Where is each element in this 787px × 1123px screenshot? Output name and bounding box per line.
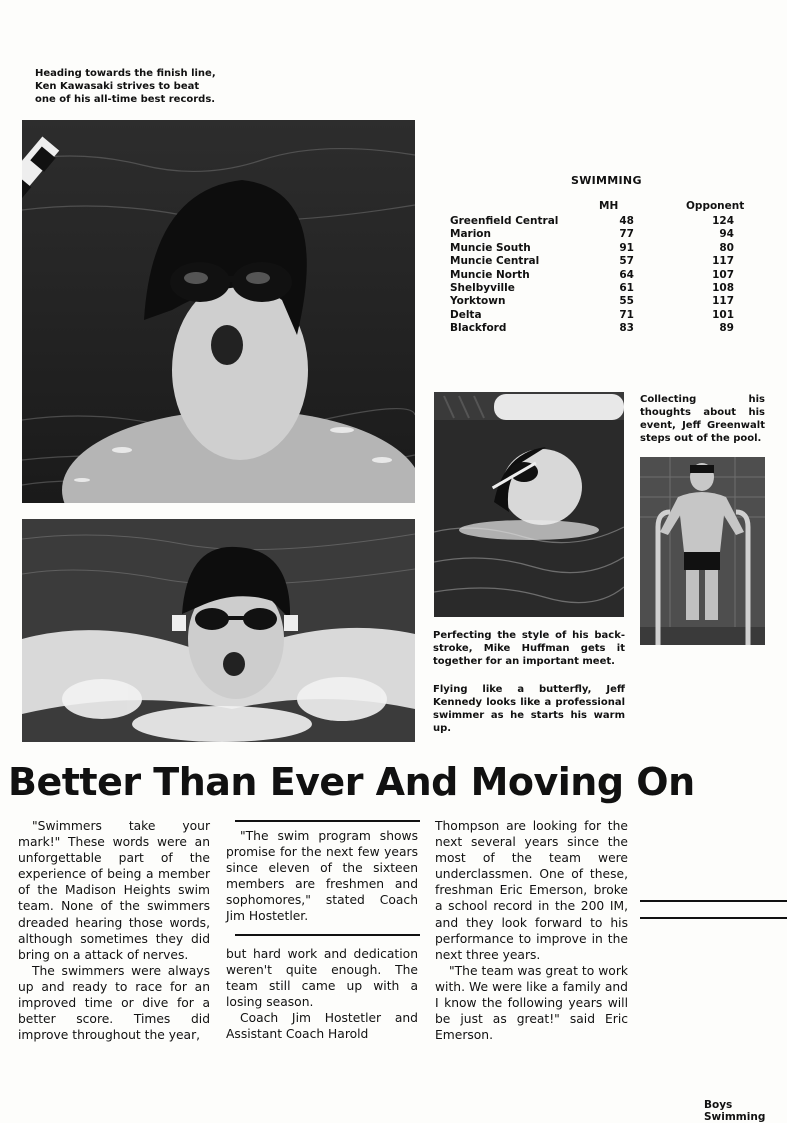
table-row: [450, 228, 770, 241]
team-name: Delta: [450, 308, 482, 321]
team-name: Marion: [450, 228, 492, 241]
table-row: [450, 215, 770, 228]
caption-greenwalt: Collecting his thoughts about his event, Jeff Greenwalt steps out of the pool.: [640, 394, 765, 444]
opponent-score: 117: [712, 255, 734, 268]
scoreboard-rows: [450, 215, 770, 345]
mh-score: 61: [619, 282, 634, 294]
team-name: Greenfield Central: [450, 215, 559, 227]
divider: [640, 917, 787, 919]
divider: [640, 900, 787, 902]
table-row: [450, 269, 770, 282]
opponent-score: 89: [719, 322, 734, 335]
team-name: Blackford: [450, 322, 507, 335]
team-name: Yorktown: [450, 295, 506, 308]
photo-kennedy: [22, 519, 415, 742]
mh-score: 57: [619, 255, 634, 268]
article-column-2: [226, 828, 418, 925]
photo-huffman: [434, 392, 624, 617]
team-name: Muncie North: [450, 268, 530, 281]
article-paragraph: Coach Jim Hostetler and Assistant Coach Harold: [226, 1011, 418, 1042]
table-row: [450, 255, 770, 268]
opponent-score: 107: [712, 268, 734, 281]
photo-kawasaki: [22, 120, 415, 503]
table-row: [450, 282, 770, 295]
team-name: Muncie Central: [450, 255, 540, 268]
coach-quote: "The swim program shows promise for the next few years since eleven of the sixteen members are freshmen and sophomores," stated Coach Jim Hostetler.: [226, 829, 418, 924]
article-paragraph: but hard work and dedication weren't quite enough. The team still came up with a losing season.: [226, 947, 418, 1010]
article-column-3: [435, 818, 628, 1043]
opponent-score: 108: [712, 282, 734, 294]
article-paragraph: "The team was great to work with. We were like a family and I know the following years will be just as great!" said Eric Emerson.: [435, 963, 628, 1043]
photo-greenwalt: [640, 457, 765, 645]
article-column-1: [18, 818, 210, 1043]
mh-score: 83: [619, 322, 634, 335]
article-paragraph: The swimmers were always up and ready to race for an improved time or dive for a better score. Times did improve throughout the year,: [18, 963, 210, 1043]
caption-kennedy: Flying like a butterfly, Jeff Kennedy looks like a professional swimmer as he starts his warm up.: [433, 684, 625, 734]
mh-score: 55: [619, 295, 634, 308]
mh-score: 77: [619, 228, 634, 241]
team-name: Muncie South: [450, 241, 531, 254]
scoreboard-header-mh: MH: [599, 200, 619, 212]
section-footer: Boys Swimming: [704, 1099, 766, 1123]
caption-kawasaki: Heading towards the finish line, Ken Kawasaki strives to beat one of his all-time best records.: [35, 68, 216, 105]
opponent-score: 94: [719, 228, 734, 241]
mh-score: 64: [619, 268, 634, 281]
table-row: [450, 242, 770, 255]
scoreboard-header-opponent: Opponent: [686, 200, 745, 212]
table-row: [450, 322, 770, 335]
opponent-score: 101: [712, 308, 734, 321]
caption-huffman: Perfecting the style of his back-stroke, Mike Huffman gets it together for an important meet.: [433, 630, 625, 667]
team-name: Shelbyville: [450, 282, 515, 294]
divider: [235, 934, 420, 936]
opponent-score: 124: [712, 215, 734, 227]
opponent-score: 80: [719, 241, 734, 254]
opponent-score: 117: [712, 295, 734, 308]
table-row: [450, 309, 770, 322]
mh-score: 91: [619, 241, 634, 254]
article-paragraph: "Swimmers take your mark!" These words were an unforgettable part of the experience of being a member of the Madison Heights swim team. None of the swimmers dreaded hearing those words, although sometimes they did bring on a attack of nerves.: [18, 819, 210, 962]
mh-score: 71: [619, 308, 634, 321]
article-paragraph: Thompson are looking for the next several years since the most of the team were underclassmen. One of these, freshman Eric Emerson, broke a school record in the 200 IM, and they look forward to his performance to improve in the next three years.: [435, 819, 628, 962]
scoreboard: [450, 170, 770, 340]
article-column-2b: [226, 946, 418, 1043]
scoreboard-title: SWIMMING: [571, 174, 642, 187]
mh-score: 48: [619, 215, 634, 227]
headline: Better Than Ever And Moving On: [8, 760, 695, 804]
table-row: [450, 295, 770, 308]
divider: [235, 820, 420, 822]
